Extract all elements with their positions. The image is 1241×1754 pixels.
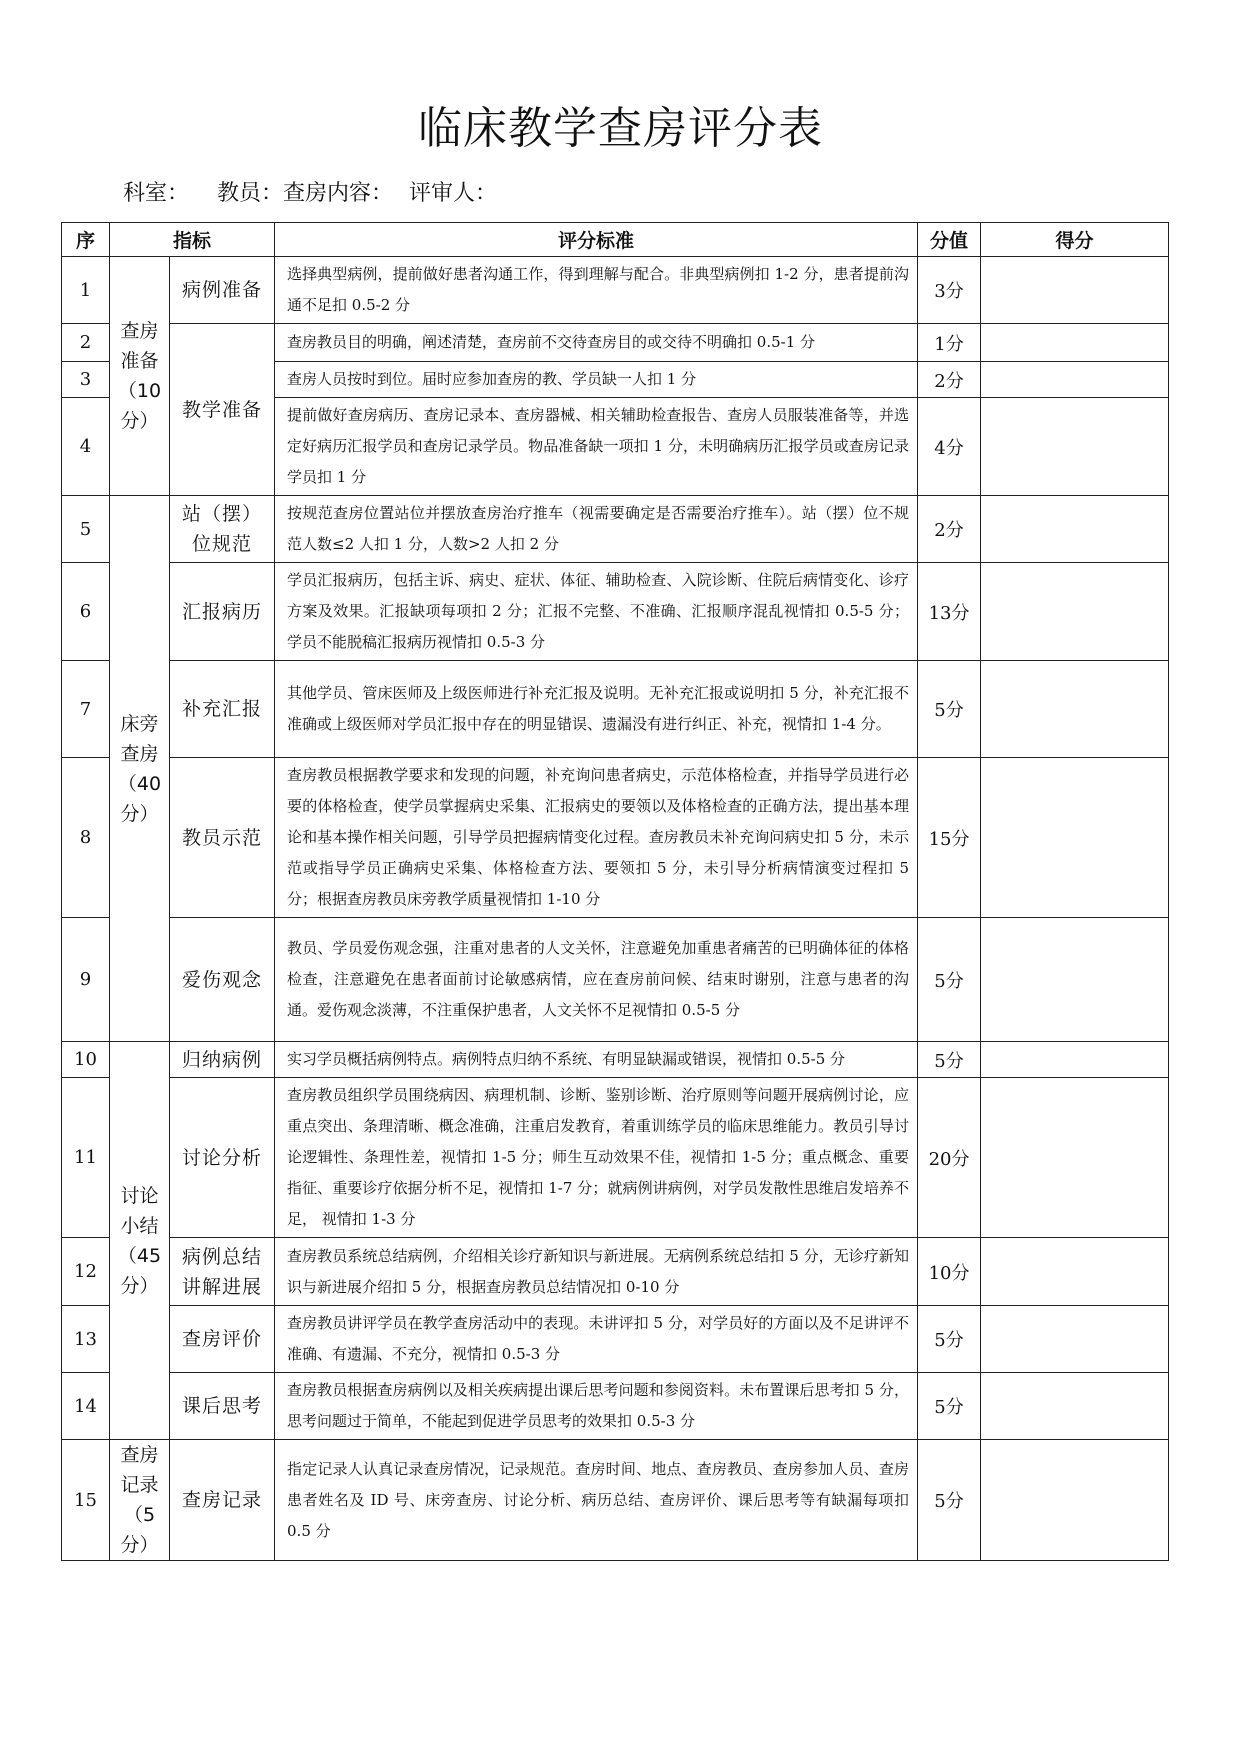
score-input-cell[interactable] — [981, 661, 1169, 758]
score-value: 5分 — [918, 918, 981, 1042]
category-discussion: 讨论 小结 （45 分） — [110, 1042, 170, 1440]
score-input-cell[interactable] — [981, 324, 1169, 362]
criteria: 其他学员、管床医师及上级医师进行补充汇报及说明。无补充汇报或说明扣 5 分，补充汇报不准确或上级医师对学员汇报中存在的明显错误、遗漏没有进行纠正、补充，视情扣 1-4 分。 — [275, 661, 918, 758]
criteria: 选择典型病例，提前做好患者沟通工作，得到理解与配合。非典型病例扣 1-2 分，患者提前沟通不足扣 0.5-2 分 — [275, 257, 918, 324]
score-value: 5分 — [918, 1440, 981, 1561]
table-row — [62, 496, 1169, 563]
criteria: 查房教员根据查房病例以及相关疾病提出课后思考问题和参阅资料。未布置课后思考扣 5 分，思考问题过于简单，不能起到促进学员思考的效果扣 0.5-3 分 — [275, 1373, 918, 1440]
criteria: 指定记录人认真记录查房情况，记录规范。查房时间、地点、查房教员、查房参加人员、查房患者姓名及 ID 号、床旁查房、讨论分析、病历总结、查房评价、课后思考等有缺漏每项扣 0.5 分 — [275, 1440, 918, 1561]
table-row — [62, 1306, 1169, 1373]
score-value: 5分 — [918, 1306, 981, 1373]
indicator: 课后思考 — [170, 1373, 275, 1440]
criteria: 教员、学员爱伤观念强，注重对患者的人文关怀，注意避免加重患者痛苦的已明确体征的体格检查，注意避免在患者面前讨论敏感病情，应在查房前问候、结束时谢别，注意与患者的沟通。爱伤观念淡薄，不注重保护患者，人文关怀不足视情扣 0.5-5 分 — [275, 918, 918, 1042]
score-value: 5分 — [918, 1042, 981, 1078]
score-value: 3分 — [918, 257, 981, 324]
criteria: 查房人员按时到位。届时应参加查房的教、学员缺一人扣 1 分 — [275, 362, 918, 398]
row-seq: 12 — [62, 1238, 110, 1306]
row-seq: 14 — [62, 1373, 110, 1440]
criteria: 查房教员目的明确，阐述清楚，查房前不交待查房目的或交待不明确扣 0.5-1 分 — [275, 324, 918, 362]
indicator: 查房记录 — [170, 1440, 275, 1561]
criteria: 查房教员根据教学要求和发现的问题，补充询问患者病史，示范体格检查，并指导学员进行必要的体格检查，使学员掌握病史采集、汇报病史的要领以及体格检查的正确方法，提出基本理论和基本操作相关问题，引导学员把握病情变化过程。查房教员未补充询问病史扣 5 分，未示范或指导学员正确病史采集、体格检查方法、要领扣 5 分，未引导分析病情演变过程扣 5 分；根据查房教员床旁教学质量视情扣 1-10 分 — [275, 758, 918, 918]
row-seq: 13 — [62, 1306, 110, 1373]
indicator: 归纳病例 — [170, 1042, 275, 1078]
header-score: 分值 — [918, 223, 981, 257]
row-seq: 15 — [62, 1440, 110, 1561]
page-title: 临床教学查房评分表 — [418, 103, 823, 154]
score-input-cell[interactable] — [981, 1238, 1169, 1306]
category-bedside: 床旁 查房 （40 分） — [110, 496, 170, 1042]
row-seq: 9 — [62, 918, 110, 1042]
criteria: 查房教员组织学员围绕病因、病理机制、诊断、鉴别诊断、治疗原则等问题开展病例讨论，应重点突出、条理清晰、概念准确，注重启发教育，着重训练学员的临床思维能力。教员引导讨论逻辑性、条理性差，视情扣 1-5 分；师生互动效果不佳，视情扣 1-5 分；重点概念、重要指征、重要诊疗依据分析不足，视情扣 1-7 分；就病例讲病例，对学员发散性思维启发培养不足， 视情扣 1-3 分 — [275, 1078, 918, 1238]
table-header-row — [62, 223, 1169, 257]
score-input-cell[interactable] — [981, 1440, 1169, 1561]
score-input-cell[interactable] — [981, 1306, 1169, 1373]
header-got: 得分 — [981, 223, 1169, 257]
row-seq: 5 — [62, 496, 110, 563]
table-row — [62, 661, 1169, 758]
score-value: 4分 — [918, 398, 981, 496]
score-value: 5分 — [918, 661, 981, 758]
row-seq: 10 — [62, 1042, 110, 1078]
indicator: 站（摆） 位规范 — [170, 496, 275, 563]
score-value: 15分 — [918, 758, 981, 918]
teacher-content-label: 教员：查房内容： — [217, 181, 394, 206]
score-value: 2分 — [918, 496, 981, 563]
score-value: 1分 — [918, 324, 981, 362]
table-row — [62, 918, 1169, 1042]
indicator: 教学准备 — [170, 324, 275, 496]
row-seq: 7 — [62, 661, 110, 758]
header-criteria: 评分标准 — [275, 223, 918, 257]
scoring-table — [61, 222, 1169, 1561]
row-seq: 11 — [62, 1078, 110, 1238]
score-input-cell[interactable] — [981, 362, 1169, 398]
table-row — [62, 1373, 1169, 1440]
table-row — [62, 1440, 1169, 1561]
dept-label: 科室： — [123, 181, 190, 206]
header-seq: 序 — [62, 223, 110, 257]
indicator: 教员示范 — [170, 758, 275, 918]
table-row — [62, 758, 1169, 918]
score-input-cell[interactable] — [981, 1042, 1169, 1078]
row-seq: 3 — [62, 362, 110, 398]
criteria: 查房教员讲评学员在教学查房活动中的表现。未讲评扣 5 分，对学员好的方面以及不足讲评不准确、有遗漏、不充分，视情扣 0.5-3 分 — [275, 1306, 918, 1373]
row-seq: 1 — [62, 257, 110, 324]
header-indicator: 指标 — [110, 223, 275, 257]
indicator: 查房评价 — [170, 1306, 275, 1373]
score-value: 2分 — [918, 362, 981, 398]
score-input-cell[interactable] — [981, 1078, 1169, 1238]
indicator: 汇报病历 — [170, 563, 275, 661]
indicator: 病例准备 — [170, 257, 275, 324]
criteria: 按规范查房位置站位并摆放查房治疗推车（视需要确定是否需要治疗推车）。站（摆）位不规范人数≤2 人扣 1 分，人数>2 人扣 2 分 — [275, 496, 918, 563]
indicator: 病例总结 讲解进展 — [170, 1238, 275, 1306]
table-row — [62, 257, 1169, 324]
score-value: 5分 — [918, 1373, 981, 1440]
score-value: 13分 — [918, 563, 981, 661]
indicator: 讨论分析 — [170, 1078, 275, 1238]
table-row — [62, 1238, 1169, 1306]
score-input-cell[interactable] — [981, 398, 1169, 496]
score-input-cell[interactable] — [981, 1373, 1169, 1440]
category-prep: 查房 准备 （10 分） — [110, 257, 170, 496]
table-row — [62, 324, 1169, 362]
score-value: 20分 — [918, 1078, 981, 1238]
table-row — [62, 1042, 1169, 1078]
form-meta — [123, 176, 497, 207]
score-input-cell[interactable] — [981, 758, 1169, 918]
score-input-cell[interactable] — [981, 918, 1169, 1042]
reviewer-label: 评审人： — [409, 181, 498, 206]
row-seq: 4 — [62, 398, 110, 496]
score-input-cell[interactable] — [981, 257, 1169, 324]
criteria: 提前做好查房病历、查房记录本、查房器械、相关辅助检查报告、查房人员服装准备等，并选定好病历汇报学员和查房记录学员。物品准备缺一项扣 1 分，未明确病历汇报学员或查房记录学员扣 1 分 — [275, 398, 918, 496]
row-seq: 2 — [62, 324, 110, 362]
table-row — [62, 563, 1169, 661]
criteria: 实习学员概括病例特点。病例特点归纳不系统、有明显缺漏或错误，视情扣 0.5-5 分 — [275, 1042, 918, 1078]
table-row — [62, 1078, 1169, 1238]
category-record: 查房 记录 （5分） — [110, 1440, 170, 1561]
score-input-cell[interactable] — [981, 563, 1169, 661]
indicator: 补充汇报 — [170, 661, 275, 758]
row-seq: 8 — [62, 758, 110, 918]
score-value: 10分 — [918, 1238, 981, 1306]
row-seq: 6 — [62, 563, 110, 661]
criteria: 查房教员系统总结病例，介绍相关诊疗新知识与新进展。无病例系统总结扣 5 分，无诊疗新知识与新进展介绍扣 5 分，根据查房教员总结情况扣 0-10 分 — [275, 1238, 918, 1306]
indicator: 爱伤观念 — [170, 918, 275, 1042]
score-input-cell[interactable] — [981, 496, 1169, 563]
criteria: 学员汇报病历，包括主诉、病史、症状、体征、辅助检查、入院诊断、住院后病情变化、诊疗方案及效果。汇报缺项每项扣 2 分；汇报不完整、不准确、汇报顺序混乱视情扣 0.5-5 分；学员不能脱稿汇报病历视情扣 0.5-3 分 — [275, 563, 918, 661]
